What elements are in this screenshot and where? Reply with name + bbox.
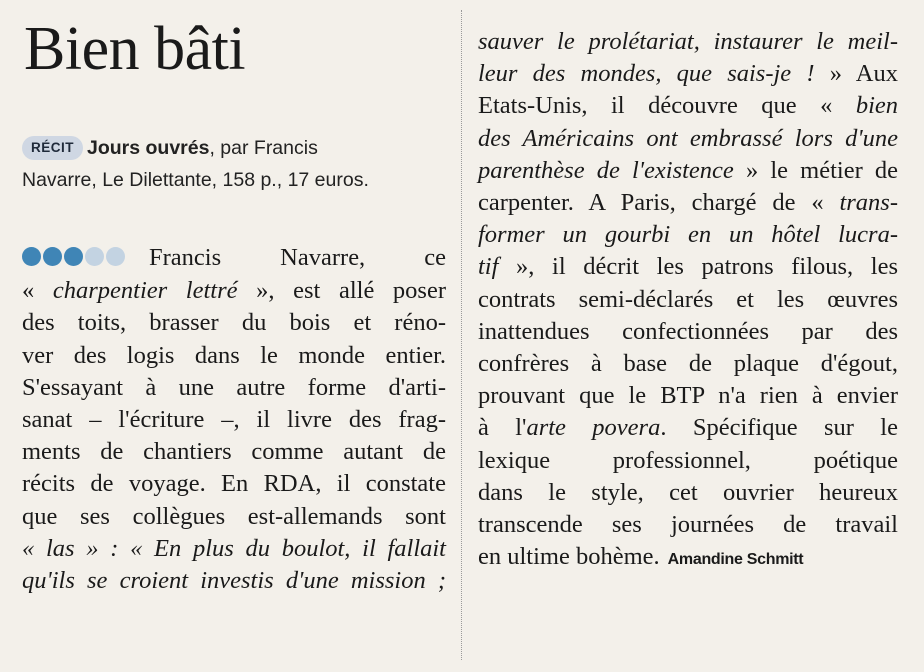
text-line: tif », il décrit les patrons filous, les (478, 253, 898, 281)
text-line: ver des logis dans le monde entier. (22, 341, 446, 369)
text-line: dans le style, cet ouvrier heureux (478, 478, 898, 506)
text-line: Etats-Unis, il découvre que « bien (478, 92, 898, 120)
rating-dot-icon (85, 247, 104, 266)
article-column-right (478, 26, 898, 576)
text-line: sanat – l'écriture –, il livre des frag- (22, 406, 446, 434)
text-line: prouvant que le BTP n'a rien à envier (478, 382, 898, 410)
rating-dot-icon (22, 247, 41, 266)
rating-dot-icon (64, 247, 83, 266)
text-line: transcende ses journées de travail (478, 511, 898, 539)
book-author-prefix: , par Francis (209, 137, 318, 159)
text-line: contrats semi-déclarés et les œuvres (478, 285, 898, 313)
column-divider (461, 10, 462, 660)
book-title: Jours ouvrés (87, 137, 210, 159)
text-line: « charpentier lettré », est allé poser (22, 277, 447, 305)
text-line: sauver le prolétariat, instaurer le meil- (478, 28, 898, 55)
category-badge: RÉCIT (22, 136, 83, 160)
author-signature: Amandine Schmitt (667, 551, 804, 569)
text-line: S'essayant à une autre forme d'arti- (22, 373, 446, 401)
rating-dot-icon (106, 247, 125, 266)
text-line: former un gourbi en un hôtel lucra- (478, 221, 898, 249)
text-line: récits de voyage. En RDA, il constate (22, 470, 446, 498)
text-line: Francis Navarre, ce (22, 242, 446, 275)
text-line: lexique professionnel, poétique (478, 446, 898, 474)
book-info (22, 132, 452, 196)
text-line: que ses collègues est-allemands sont (22, 502, 446, 530)
rating-dot-icon (43, 247, 62, 266)
article-column-left (22, 242, 446, 597)
text-line: « las » : « En plus du boulot, il fallait (22, 534, 446, 562)
text-line: à l'arte povera. Spécifique sur le (478, 414, 898, 442)
text-line: des toits, brasser du bois et réno- (22, 309, 446, 337)
text-line: ments de chantiers comme autant de (22, 438, 446, 466)
article-title: Bien bâti (24, 15, 246, 83)
text-line: des Américains ont embrassé lors d'une (478, 124, 898, 152)
text-line: carpenter. A Paris, chargé de « trans- (478, 189, 898, 217)
text-line: inattendues confectionnées par des (478, 317, 898, 345)
text-line: confrères à base de plaque d'égout, (478, 350, 898, 378)
book-publisher: Navarre, Le Dilettante, 158 p., 17 euros. (22, 169, 369, 191)
text-line: leur des mondes, que sais-je ! » Aux (478, 60, 898, 88)
text-line: qu'ils se croient investis d'une mission ; (22, 567, 446, 595)
rating-dots (22, 243, 127, 275)
text-line: parenthèse de l'existence » le métier de (478, 156, 898, 184)
text-line: en ultime bohème. Amandine Schmitt (478, 543, 804, 571)
